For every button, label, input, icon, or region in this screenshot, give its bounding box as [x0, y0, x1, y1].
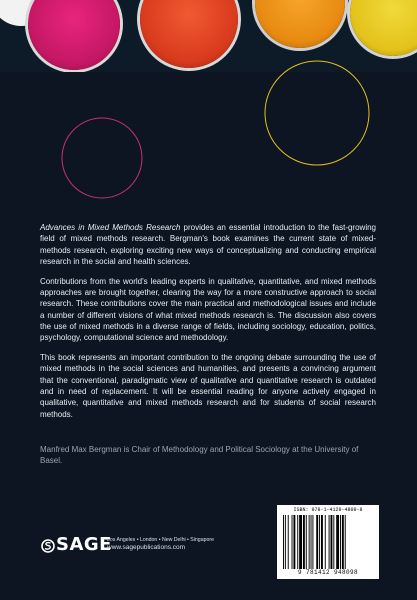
barcode-bar	[340, 515, 341, 569]
barcode-bar	[292, 515, 293, 569]
paint-can-yellow	[350, 0, 417, 56]
barcode-bar	[306, 515, 307, 569]
barcode-bar	[312, 515, 313, 569]
barcode-bar	[311, 515, 312, 569]
barcode-bar	[285, 515, 286, 569]
description-paragraph-1: Advances in Mixed Methods Research provides an essential introduction to the fast-growing field of mixed methods research. Bergman's book examines the current state of mixed-methods research, exploring exciting new ways of conceptualizing and conducting empirical research in the social and health sciences.	[40, 223, 376, 266]
isbn-label: ISBN: 978-1-4129-4809-8	[293, 507, 363, 513]
barcode-bar	[309, 515, 310, 569]
book-title: Advances in Mixed Methods Research	[40, 223, 181, 232]
barcode-bar	[331, 515, 333, 569]
description-paragraph-2: Contributions from the world's leading experts in qualitative, quantitative, and mixed methods approaches are brought together, clearing the way for a more constructive approach to social research. These contributions cover the main practical and methodological issues and include a number of different visions of what mixed methods research is. The discussion also covers the use of mixed methods in a diverse range of fields, including sociology, education, politics, psychology, computational science and methodology.	[40, 276, 376, 343]
publisher-logo-text: SAGE	[56, 534, 112, 555]
barcode-bar	[303, 515, 305, 569]
description	[40, 222, 376, 429]
barcode	[277, 505, 379, 579]
author-name: Manfred Max Bergman	[40, 445, 122, 454]
barcode-bar	[283, 515, 284, 569]
sage-logo-icon	[41, 539, 55, 553]
barcode-digits: 9 781412 948098	[297, 569, 358, 576]
barcode-bar	[333, 515, 334, 569]
description-paragraph-3: This book represents an important contribution to the ongoing debate surrounding the use of mixed methods in the social sciences and humanities, and presents a convincing argument that the conventional, paradigmatic view of qualitative and quantitative research is outdated and in need of replacement. It will be essential reading for anyone actively engaged in qualitative, quantitative and mixed methods research and for students of social research methods.	[40, 353, 376, 419]
barcode-bar	[319, 515, 320, 569]
barcode-bar	[329, 515, 330, 569]
barcode-bar	[288, 515, 289, 569]
paint-can-orange	[255, 0, 345, 48]
barcode-bar	[345, 515, 346, 569]
paint-can-red	[140, 0, 238, 68]
paint-can-magenta	[28, 0, 120, 70]
barcode-bar	[316, 515, 318, 569]
barcode-bar	[336, 515, 339, 569]
barcode-bar	[325, 515, 326, 569]
barcode-bar	[293, 515, 295, 569]
paint-cans-photo	[0, 0, 417, 72]
barcode-bar	[297, 515, 298, 569]
barcode-bar	[299, 515, 302, 569]
author-bio: Manfred Max Bergman is Chair of Methodology and Political Sociology at the University of Basel.	[40, 445, 359, 466]
barcode-bar	[342, 515, 344, 569]
barcode-bar	[321, 515, 323, 569]
publisher-url: www.sagepublications.com	[107, 544, 186, 551]
publisher-cities: Los Angeles • London • New Delhi • Singapore	[107, 537, 214, 543]
barcode-bars	[283, 515, 373, 569]
